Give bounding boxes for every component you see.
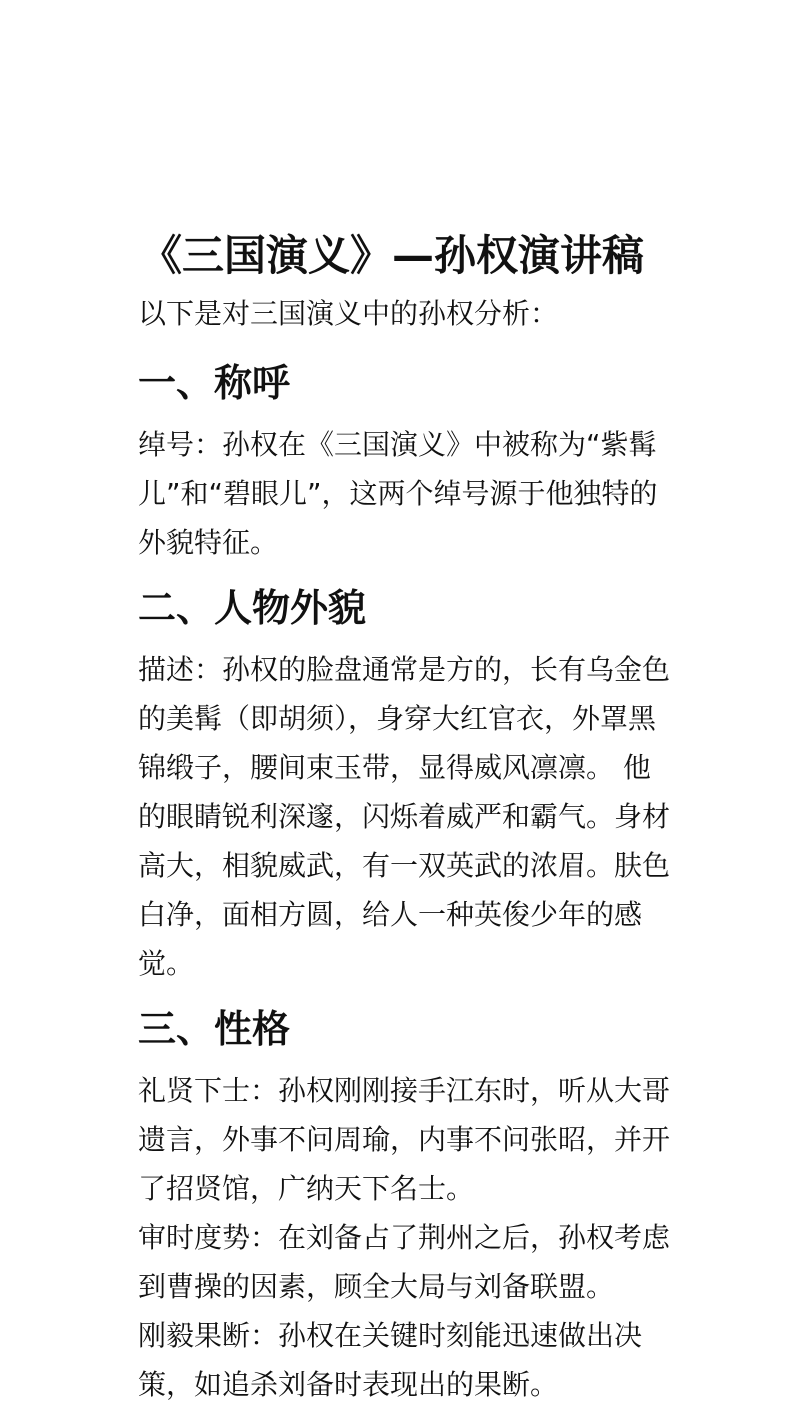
section-paragraph: 刚毅果断：孙权在关键时刻能迅速做出决策，如追杀刘备时表现出的果断。 (138, 1319, 643, 1401)
section-paragraph: 审时度势：在刘备占了荆州之后，孙权考虑到曹操的因素，顾全大局与刘备联盟。 (138, 1221, 671, 1303)
document-body (138, 226, 678, 1409)
section-appellation (138, 354, 678, 567)
intro-text: 以下是对三国演义中的孙权分析： (138, 297, 559, 330)
document-title: 《三国演义》—孙权演讲稿 (140, 231, 645, 280)
section-paragraph: 描述：孙权的脸盘通常是方的，长有乌金色的美髯（即胡须），身穿大红官衣，外罩黑锦缎子，腰间束玉带，显得威风凛凛。 他的眼睛锐利深邃，闪烁着威严和霸气。身材高大，相貌威武，有一双英武的浓眉。肤色白净，面相方圆，给人一种英俊少年的感觉。 (138, 653, 671, 980)
section-heading: 二、人物外貌 (138, 586, 367, 630)
section-personality (138, 1000, 678, 1409)
section-appearance (138, 579, 678, 988)
section-paragraph: 礼贤下士：孙权刚刚接手江东时，听从大哥遗言，外事不问周瑜，内事不问张昭，并开了招贤馆，广纳天下名士。 (138, 1074, 671, 1205)
section-heading: 三、性格 (138, 1007, 291, 1051)
section-heading: 一、称呼 (138, 361, 291, 405)
section-paragraph: 绰号：孙权在《三国演义》中被称为“紫髯儿”和“碧眼儿”，这两个绰号源于他独特的外貌特征。 (138, 428, 658, 559)
